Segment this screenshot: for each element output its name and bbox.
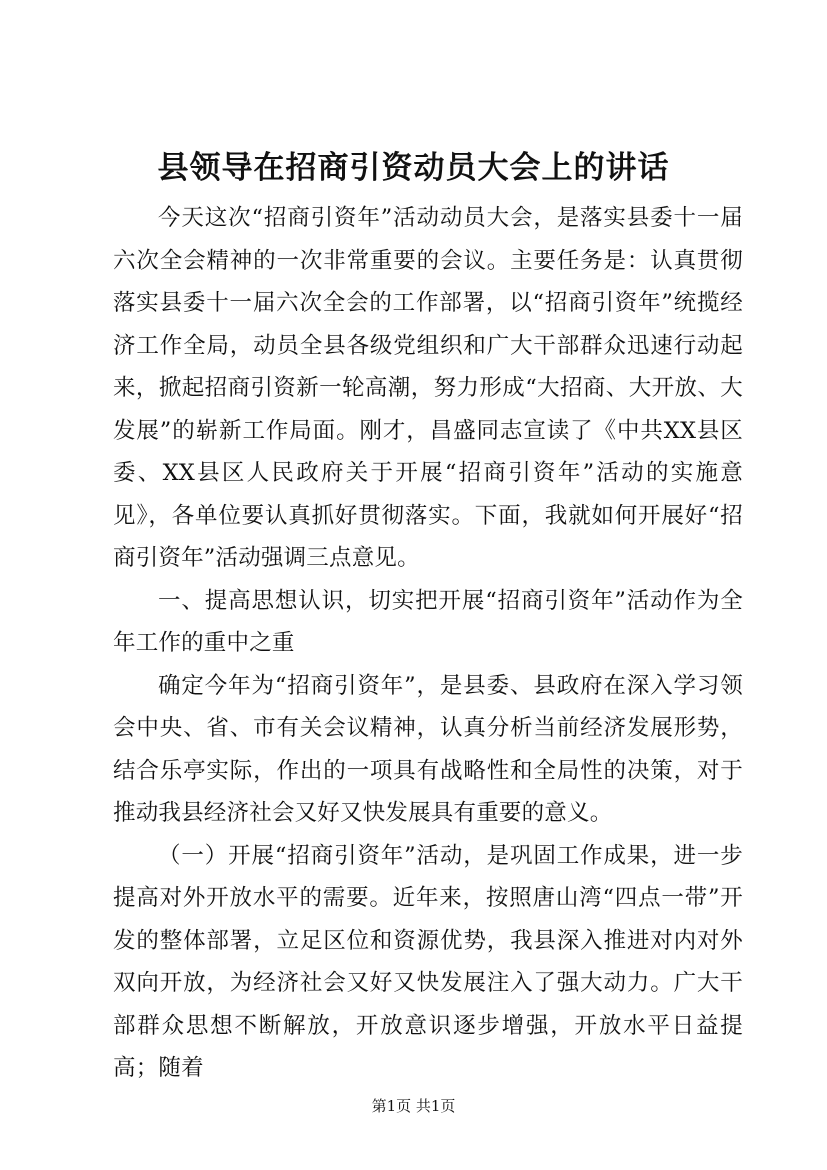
document-body [113,197,743,1090]
section-heading-1: 一、提高思想认识，切实把开展“招商引资年”活动作为全年工作的重中之重 [113,587,743,656]
paragraph-subsection-1: （一）开展“招商引资年”活动，是巩固工作成果，进一步提高对外开放水平的需要。近年来，按照唐山湾“四点一带”开发的整体部署，立足区位和资源优势，我县深入推进对内对外双向开放，为经济社会又好又快发展注入了强大动力。广大干部群众思想不断解放，开放意识逐步增强，开放水平日益提高；随着 [113,842,743,1081]
paragraph-intro: 今天这次“招商引资年”活动动员大会，是落实县委十一届六次全会精神的一次非常重要的会议。主要任务是：认真贯彻落实县委十一届六次全会的工作部署，以“招商引资年”统揽经济工作全局，动员全县各级党组织和广大干部群众迅速行动起来，掀起招商引资新一轮高潮，努力形成“大招商、大开放、大发展”的崭新工作局面。刚才，昌盛同志宣读了《中共XX县区委、XX县区人民政府关于开展“招商引资年”活动的实施意见》，各单位要认真抓好贯彻落实。下面，我就如何开展好“招商引资年”活动强调三点意见。 [113,205,743,571]
paragraph-section-1: 确定今年为“招商引资年”，是县委、县政府在深入学习领会中央、省、市有关会议精神，认真分析当前经济发展形势，结合乐亭实际，作出的一项具有战略性和全局性的决策，对于推动我县经济社会又好又快发展具有重要的意义。 [113,672,743,826]
page-number: 第1页 共1页 [371,1097,456,1115]
document-title: 县领导在招商引资动员大会上的讲话 [157,150,670,186]
